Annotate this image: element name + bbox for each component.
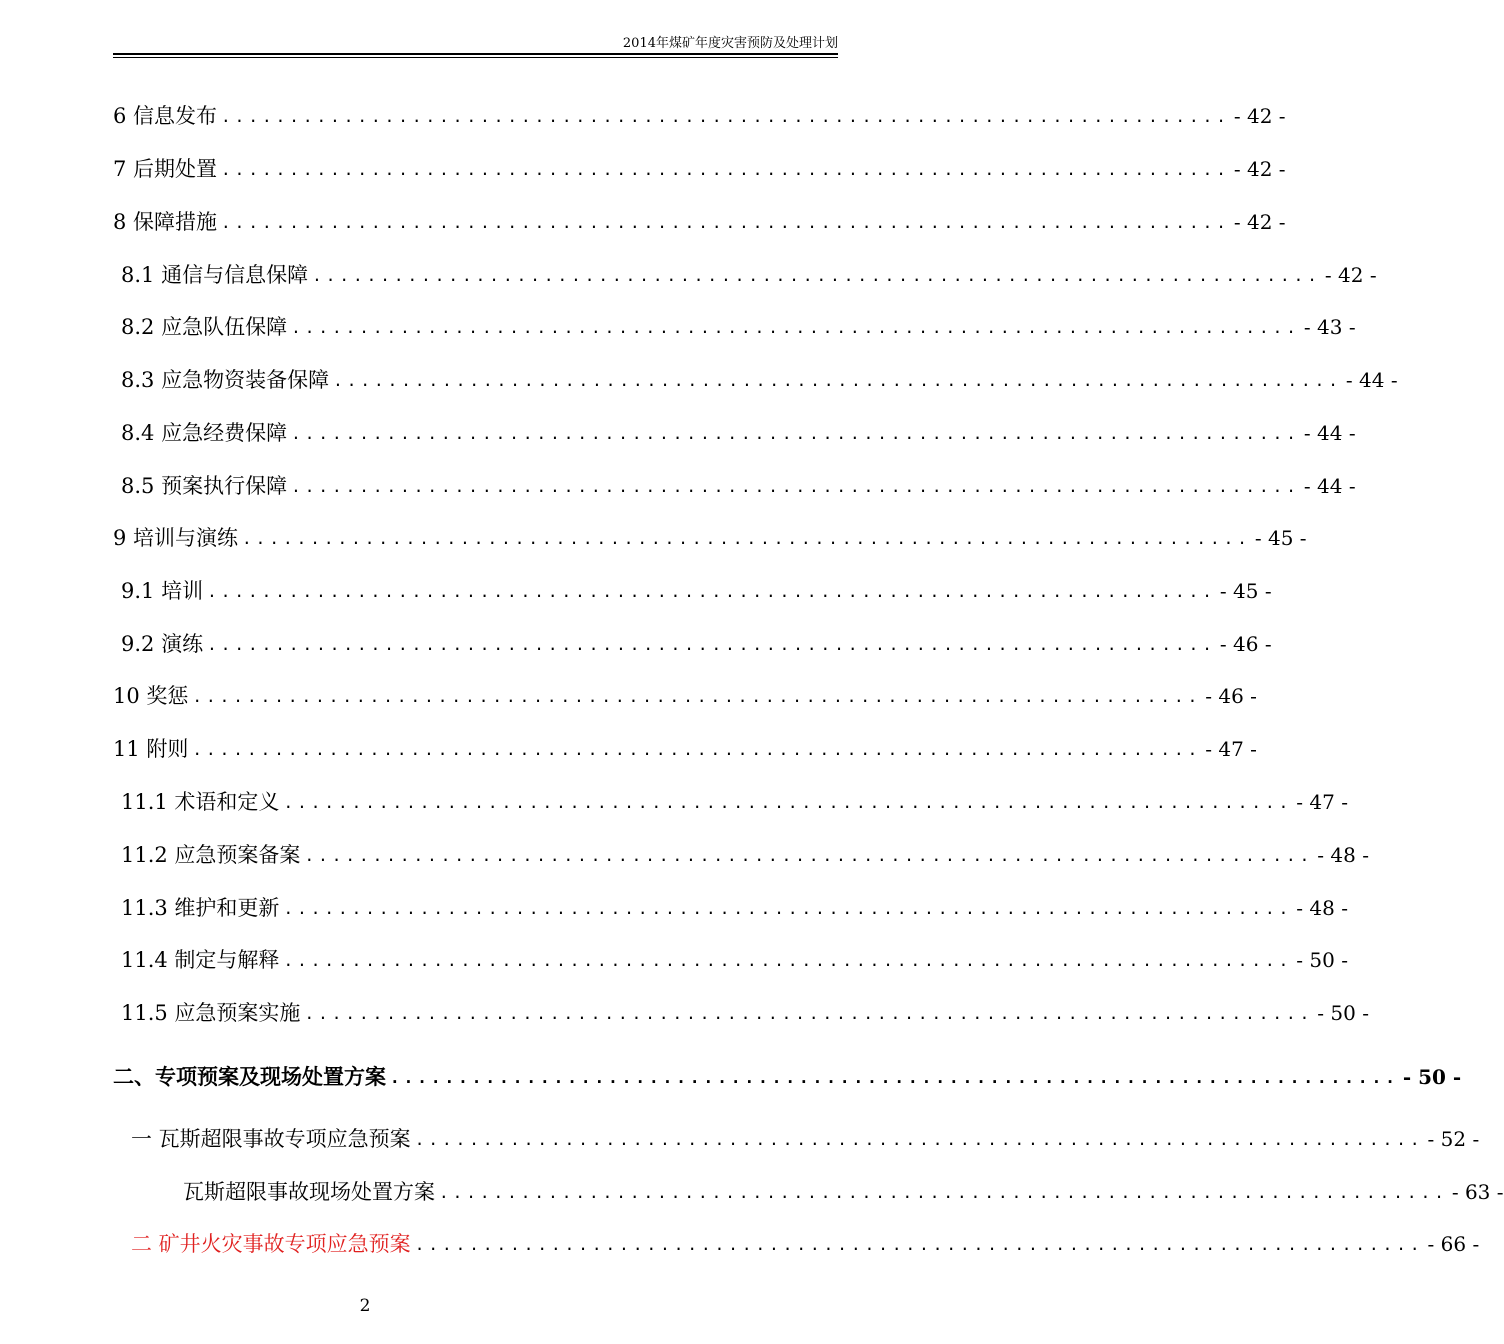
toc-entry-page: - 42 - [1233,104,1286,128]
toc-entry[interactable] [121,939,1348,975]
toc-entry[interactable] [131,1118,1480,1154]
toc-entry[interactable] [113,148,1286,184]
toc-entry[interactable] [121,465,1356,501]
toc-entry-title: 9 培训与演练 [113,526,239,550]
toc-leader-dots: .......................................................................... [221,160,1230,179]
toc-entry[interactable] [113,95,1286,131]
toc-entry[interactable] [113,675,1257,711]
toc-entry[interactable] [121,570,1272,606]
toc-leader-dots: .......................................................................... [414,1235,1424,1254]
toc-leader-dots: .......................................................................... [291,318,1300,337]
toc-entry-page: - 50 - [1296,948,1348,972]
toc-leader-dots: .......................................................................... [333,371,1342,390]
toc-leader-dots: .......................................................................... [414,1130,1424,1149]
toc-entry-title: 11.3 维护和更新 [121,896,280,920]
toc-entry-title: 8.4 应急经费保障 [121,421,288,445]
toc-entry[interactable] [113,517,1307,553]
toc-entry-page: - 44 - [1345,368,1398,392]
toc-entry-title: 8.3 应急物资装备保障 [121,368,330,392]
toc-entry[interactable] [121,834,1369,870]
toc-leader-dots: .......................................................................... [221,213,1230,232]
header-rule-thick [113,53,838,55]
toc-entry-page: - 48 - [1296,896,1348,920]
toc-entry-title: 11 附则 [113,737,189,761]
toc-entry-page: - 46 - [1205,684,1257,708]
toc-entry[interactable] [183,1171,1504,1207]
toc-entry[interactable] [113,728,1257,764]
toc-entry[interactable] [121,781,1348,817]
toc-entry-title: 二 矿井火灾事故专项应急预案 [131,1232,411,1256]
toc-entry-page: - 47 - [1205,737,1257,761]
toc-leader-dots: .......................................................................... [283,899,1293,918]
toc-entry-page: - 44 - [1303,421,1356,445]
toc-leader-dots: .......................................................................... [207,582,1216,601]
toc-leader-dots: .......................................................................... [439,1183,1448,1202]
toc-entry-title: 9.2 演练 [121,632,204,656]
toc-leader-dots: .......................................................................... [390,1068,1399,1087]
toc-leader-dots: .......................................................................... [291,424,1300,443]
toc-leader-dots: .......................................................................... [207,635,1216,654]
toc-entry-page: - 50 - [1402,1065,1462,1089]
header-rule-thin [113,57,838,58]
toc-entry[interactable] [121,412,1356,448]
toc-entry-title: 8.2 应急队伍保障 [121,315,288,339]
toc-entry-title: 8.5 预案执行保障 [121,474,288,498]
toc-entry-title: 11.1 术语和定义 [121,790,280,814]
toc-entry-title: 9.1 培训 [121,579,204,603]
toc-entry-title: 11.4 制定与解释 [121,948,280,972]
toc-entry[interactable] [121,887,1348,923]
toc-leader-dots: .......................................................................... [283,951,1293,970]
toc-leader-dots: .......................................................................... [304,846,1314,865]
toc-entry-page: - 66 - [1427,1232,1480,1256]
toc-leader-dots: .......................................................................... [192,687,1202,706]
running-header: 2014年煤矿年度灾害预防及处理计划 [622,36,838,51]
toc-leader-dots: .......................................................................... [312,266,1321,285]
toc-leader-dots: .......................................................................... [242,529,1251,548]
toc-entry-title: 11.2 应急预案备案 [121,843,301,867]
toc-entry-title: 7 后期处置 [113,157,218,181]
toc-entry[interactable] [121,254,1377,290]
toc-entry-title: 一 瓦斯超限事故专项应急预案 [131,1127,411,1151]
toc-section-entry[interactable] [113,1056,1462,1092]
toc-entry-page: - 42 - [1233,157,1286,181]
toc-entry-title: 瓦斯超限事故现场处置方案 [183,1180,435,1204]
toc-entry[interactable] [121,306,1356,342]
toc-entry[interactable] [121,359,1398,395]
toc-entry-title: 11.5 应急预案实施 [121,1001,301,1025]
toc-entry-title: 8.1 通信与信息保障 [121,263,309,287]
toc-entry-page: - 46 - [1219,632,1272,656]
toc-leader-dots: .......................................................................... [291,477,1300,496]
toc-entry-page: - 45 - [1254,526,1307,550]
toc-leader-dots: .......................................................................... [304,1004,1314,1023]
toc-entry[interactable] [113,201,1286,237]
toc-entry-title: 10 奖惩 [113,684,189,708]
toc-entry-page: - 43 - [1303,315,1356,339]
toc-leader-dots: .......................................................................... [221,107,1230,126]
toc-entry-page: - 45 - [1219,579,1272,603]
toc-entry-page: - 63 - [1451,1180,1504,1204]
toc-entry-highlighted[interactable] [131,1223,1480,1259]
toc-entry-title: 6 信息发布 [113,104,218,128]
toc-entry-title: 二、专项预案及现场处置方案 [113,1064,386,1089]
toc-entry-page: - 42 - [1233,210,1286,234]
toc-leader-dots: .......................................................................... [192,740,1202,759]
toc-entry-page: - 47 - [1296,790,1348,814]
toc-entry-page: - 44 - [1303,474,1356,498]
toc-entry-page: - 42 - [1324,263,1377,287]
toc-entry-page: - 48 - [1317,843,1369,867]
toc-entry-title: 8 保障措施 [113,210,218,234]
toc-entry[interactable] [121,623,1272,659]
toc-leader-dots: .......................................................................... [283,793,1293,812]
toc-entry-page: - 50 - [1317,1001,1369,1025]
page-number: 2 [359,1296,371,1316]
toc-entry[interactable] [121,992,1369,1028]
toc-entry-page: - 52 - [1427,1127,1480,1151]
